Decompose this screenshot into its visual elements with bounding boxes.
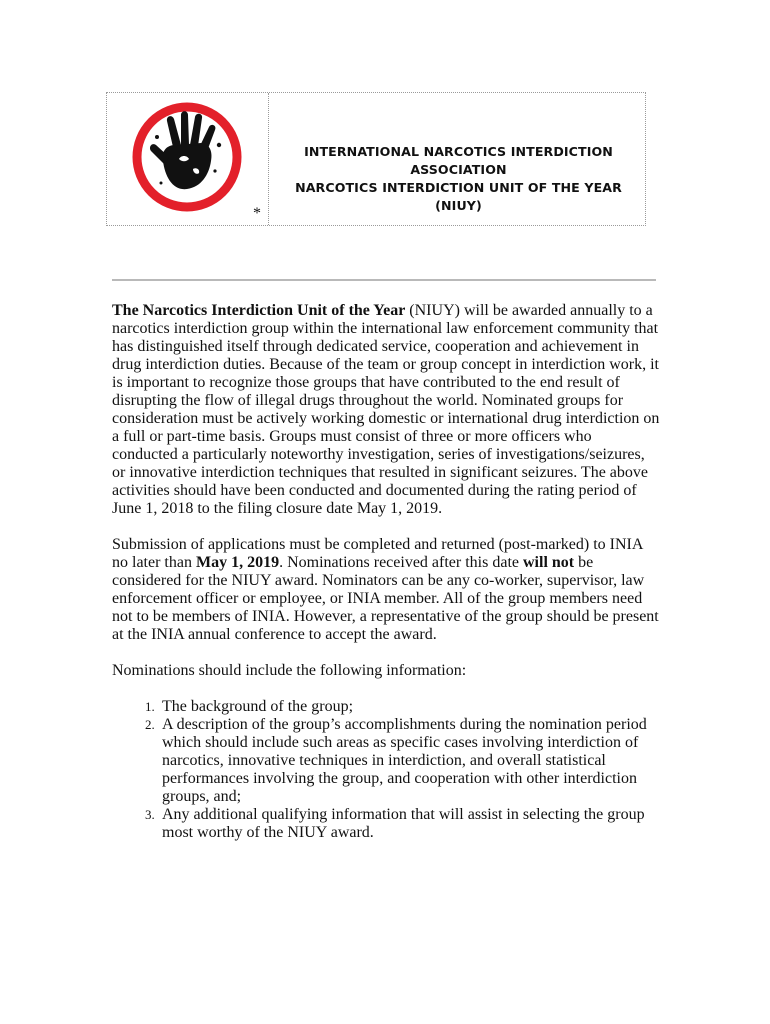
hand-logo-icon <box>127 99 247 215</box>
requirements-intro: Nominations should include the following information: <box>112 662 467 679</box>
organization-name: INTERNATIONAL NARCOTICS INTERDICTION ASSOCIATION <box>304 144 613 177</box>
award-name: NARCOTICS INTERDICTION UNIT OF THE YEAR (NIUY) <box>295 180 622 213</box>
footnote-asterisk: * <box>253 205 261 222</box>
submission-paragraph <box>112 536 660 644</box>
list-item: 2. A description of the group’s accomplishments during the nomination period which should include such areas as specific cases involving interdiction of narcotics, innovative techniques in interdiction, and overall statistical performances involving the group, and cooperation with other interdiction groups, and; <box>158 716 660 806</box>
will-not-emphasis: will not <box>523 554 575 571</box>
header-titles <box>270 143 647 215</box>
award-title-lead: The Narcotics Interdiction Unit of the Year <box>112 302 406 319</box>
submission-text-a: Submission of applications must be completed and returned (post-marked) to INIA no later than <box>112 536 643 571</box>
intro-paragraph <box>112 302 660 518</box>
submission-text-b: . Nominations received after this date <box>279 554 523 571</box>
letterhead-box <box>106 92 646 226</box>
requirements-list <box>112 698 660 842</box>
deadline-date: May 1, 2019 <box>195 554 280 571</box>
horizontal-divider <box>112 279 656 281</box>
list-item: 3. Any additional qualifying information that will assist in selecting the group most worthy of the NIUY award. <box>158 806 660 842</box>
document-body <box>112 302 660 842</box>
logo-cell <box>107 93 269 225</box>
submission-text-c: be considered for the NIUY award. Nominators can be any co-worker, supervisor, law enforcement officer or employee, or INIA member. All of the group members need not to be members of INIA. However, a representative of the group should be present at the INIA annual conference to accept the award. <box>112 554 659 643</box>
intro-text: (NIUY) will be awarded annually to a narcotics interdiction group within the international law enforcement community that has distinguished itself through dedicated service, cooperation and achievement in drug interdiction duties. Because of the team or group concept in interdiction work, it is important to recognize those groups that have contributed to the end result of disrupting the flow of illegal drugs throughout the world. Nominated groups for consideration must be actively working domestic or international drug interdiction on a full or part-time basis. Groups must consist of three or more officers who conducted a particularly noteworthy investigation, series of investigations/seizures, or innovative interdiction techniques that resulted in significant seizures. The above activities should have been conducted and documented during the rating period of June 1, 2018 to the filing closure date May 1, 2019. <box>112 302 660 517</box>
list-item: 1. The background of the group; <box>158 698 660 716</box>
